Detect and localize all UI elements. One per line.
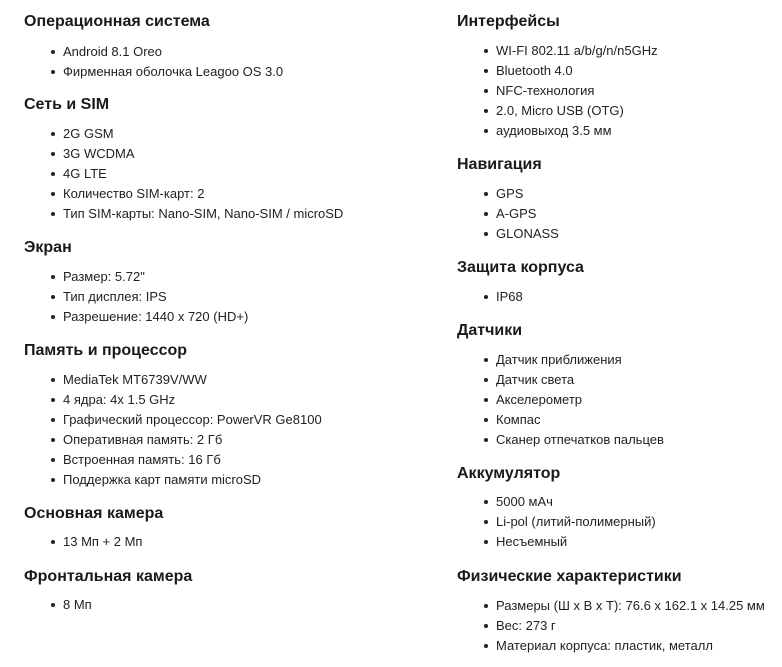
section-heading: Сеть и SIM	[24, 96, 110, 113]
section-physical	[457, 567, 779, 653]
list-item: GLONASS	[457, 224, 559, 244]
section-front-camera	[24, 567, 424, 612]
list-item: 4G LTE	[24, 164, 107, 184]
list-item: 8 Мп	[24, 595, 92, 615]
list-item: Li-pol (литий-полимерный)	[457, 512, 656, 532]
list-item: Android 8.1 Oreo	[24, 42, 162, 62]
section-heading: Основная камера	[24, 505, 164, 522]
section-sensors	[457, 321, 779, 447]
section-case-protection	[457, 258, 779, 304]
section-heading: Защита корпуса	[457, 259, 584, 276]
section-heading: Физические характеристики	[457, 568, 682, 585]
section-memory-cpu	[24, 341, 424, 487]
list-item: Вес: 273 г	[457, 616, 556, 636]
list-item: 13 Мп + 2 Мп	[24, 532, 142, 552]
list-item: Количество SIM-карт: 2	[24, 184, 204, 204]
list-item: A-GPS	[457, 204, 536, 224]
section-network-sim	[24, 95, 424, 221]
section-battery	[457, 464, 779, 549]
section-heading: Экран	[24, 239, 72, 256]
list-item: Тип SIM-карты: Nano-SIM, Nano-SIM / microSD	[24, 204, 343, 224]
list-item: Датчик приближения	[457, 350, 622, 370]
section-heading: Датчики	[457, 322, 523, 339]
list-item: Несъемный	[457, 532, 567, 552]
list-item: NFC-технология	[457, 81, 594, 101]
section-heading: Фронтальная камера	[24, 568, 193, 585]
list-item: 3G WCDMA	[24, 144, 135, 164]
section-interfaces	[457, 12, 779, 138]
section-heading: Интерфейсы	[457, 13, 560, 30]
list-item: 2G GSM	[24, 124, 114, 144]
list-item: 2.0, Micro USB (OTG)	[457, 101, 624, 121]
section-os	[24, 12, 424, 79]
list-item: Поддержка карт памяти microSD	[24, 470, 261, 490]
list-item: WI-FI 802.11 a/b/g/n/n5GHz	[457, 41, 658, 61]
list-item: Встроенная память: 16 Гб	[24, 450, 221, 470]
section-heading: Память и процессор	[24, 342, 188, 359]
list-item: Разрешение: 1440 x 720 (HD+)	[24, 307, 248, 327]
list-item: Компас	[457, 410, 541, 430]
list-item: 4 ядра: 4x 1.5 GHz	[24, 390, 175, 410]
section-main-camera	[24, 504, 424, 549]
list-item: Тип дисплея: IPS	[24, 287, 167, 307]
list-item: Графический процессор: PowerVR Ge8100	[24, 410, 322, 430]
list-item: GPS	[457, 184, 523, 204]
list-item: IP68	[457, 287, 523, 307]
section-heading: Операционная система	[24, 13, 210, 30]
list-item: MediaTek MT6739V/WW	[24, 370, 207, 390]
list-item: Датчик света	[457, 370, 574, 390]
section-screen	[24, 238, 424, 324]
section-heading: Навигация	[457, 156, 542, 173]
list-item: Акселерометр	[457, 390, 582, 410]
list-item: 5000 мАч	[457, 492, 553, 512]
list-item: Размеры (Ш х В х Т): 76.6 x 162.1 x 14.25 мм	[457, 596, 765, 616]
list-item: аудиовыход 3.5 мм	[457, 121, 612, 141]
list-item: Bluetooth 4.0	[457, 61, 573, 81]
list-item: Материал корпуса: пластик, металл	[457, 636, 713, 656]
list-item: Сканер отпечатков пальцев	[457, 430, 664, 450]
list-item: Размер: 5.72"	[24, 267, 145, 287]
section-navigation	[457, 155, 779, 241]
section-heading: Аккумулятор	[457, 465, 561, 482]
list-item: Фирменная оболочка Leagoo OS 3.0	[24, 62, 283, 82]
list-item: Оперативная память: 2 Гб	[24, 430, 222, 450]
